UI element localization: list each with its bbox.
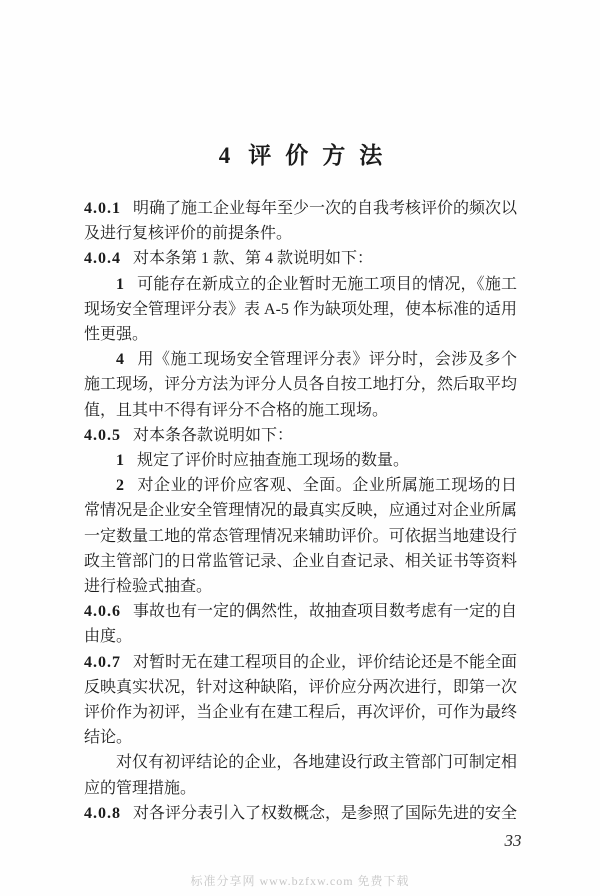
clause-text: 明确了施工企业每年至少一次的自我考核评价的频次以及进行复核评价的前提条件。 <box>84 200 518 243</box>
clause-number: 4.0.4 <box>84 250 121 268</box>
clause-subitem <box>84 347 517 423</box>
clause-number: 4.0.8 <box>84 804 121 822</box>
clause-subitem <box>84 473 517 599</box>
chapter-title-text: 评价方法 <box>248 143 397 168</box>
chapter-number: 4 <box>218 143 231 168</box>
clause-text: 对本条第 1 款、第 4 款说明如下： <box>133 250 374 268</box>
clause-paragraph <box>84 650 517 751</box>
clause-paragraph <box>84 196 517 246</box>
clause-text: 对暂时无在建工程项目的企业，评价结论还是不能全面反映真实状况，针对这种缺陷，评价应分两次进行，即第一次评价作为初评，当企业有在建工程后，再次评价，可作为最终结论。 <box>84 653 518 747</box>
watermark-text: 标准分享网 www.bzfxw.com 免费下载 <box>190 874 410 888</box>
clause-text: 规定了评价时应抽查施工现场的数量。 <box>137 452 410 470</box>
clause-number: 4.0.6 <box>84 603 121 621</box>
chapter-title <box>84 137 517 170</box>
clause-text: 对企业的评价应客观、全面。企业所属施工现场的日常情况是企业安全管理情况的最真实反映，应通过对企业所属一定数量工地的常态管理情况来辅助评价。可依据当地建设行政主管部门的日常监管记录、企业自查记录、相关证书等资料进行检验式抽查。 <box>84 477 517 596</box>
subitem-number: 4 <box>116 351 125 369</box>
clause-subitem <box>84 272 517 348</box>
clause-number: 4.0.5 <box>84 426 121 444</box>
clause-text: 可能存在新成立的企业暂时无施工项目的情况，《施工现场安全管理评分表》表 A-5 作为缺项处理，使本标准的适用性更强。 <box>84 275 517 344</box>
clause-paragraph <box>84 423 517 448</box>
clause-text: 对各评分表引入了权数概念，是参照了国际先进的安全 <box>133 804 518 822</box>
subitem-number: 2 <box>116 477 125 495</box>
clause-text: 事故也有一定的偶然性，故抽查项目数考虑有一定的自由度。 <box>84 603 518 646</box>
clause-number: 4.0.1 <box>84 200 121 217</box>
continuation-paragraph <box>84 750 517 800</box>
page-number: 33 <box>504 831 522 850</box>
clause-text: 用《施工现场安全管理评分表》评分时，会涉及多个施工现场，评分方法为评分人员各自按工地打分，然后取平均值，且其中不得有评分不合格的施工现场。 <box>84 351 517 419</box>
clause-paragraph <box>84 801 517 826</box>
subitem-number: 1 <box>116 275 125 293</box>
body-text <box>84 196 517 826</box>
clause-paragraph <box>84 246 517 271</box>
clause-paragraph <box>84 599 517 649</box>
clause-number: 4.0.7 <box>84 653 121 671</box>
clause-text: 对本条各款说明如下： <box>133 426 294 444</box>
clause-subitem <box>84 448 517 473</box>
clause-text: 对仅有初评结论的企业，各地建设行政主管部门可制定相应的管理措施。 <box>84 754 517 797</box>
subitem-number: 1 <box>116 452 125 470</box>
